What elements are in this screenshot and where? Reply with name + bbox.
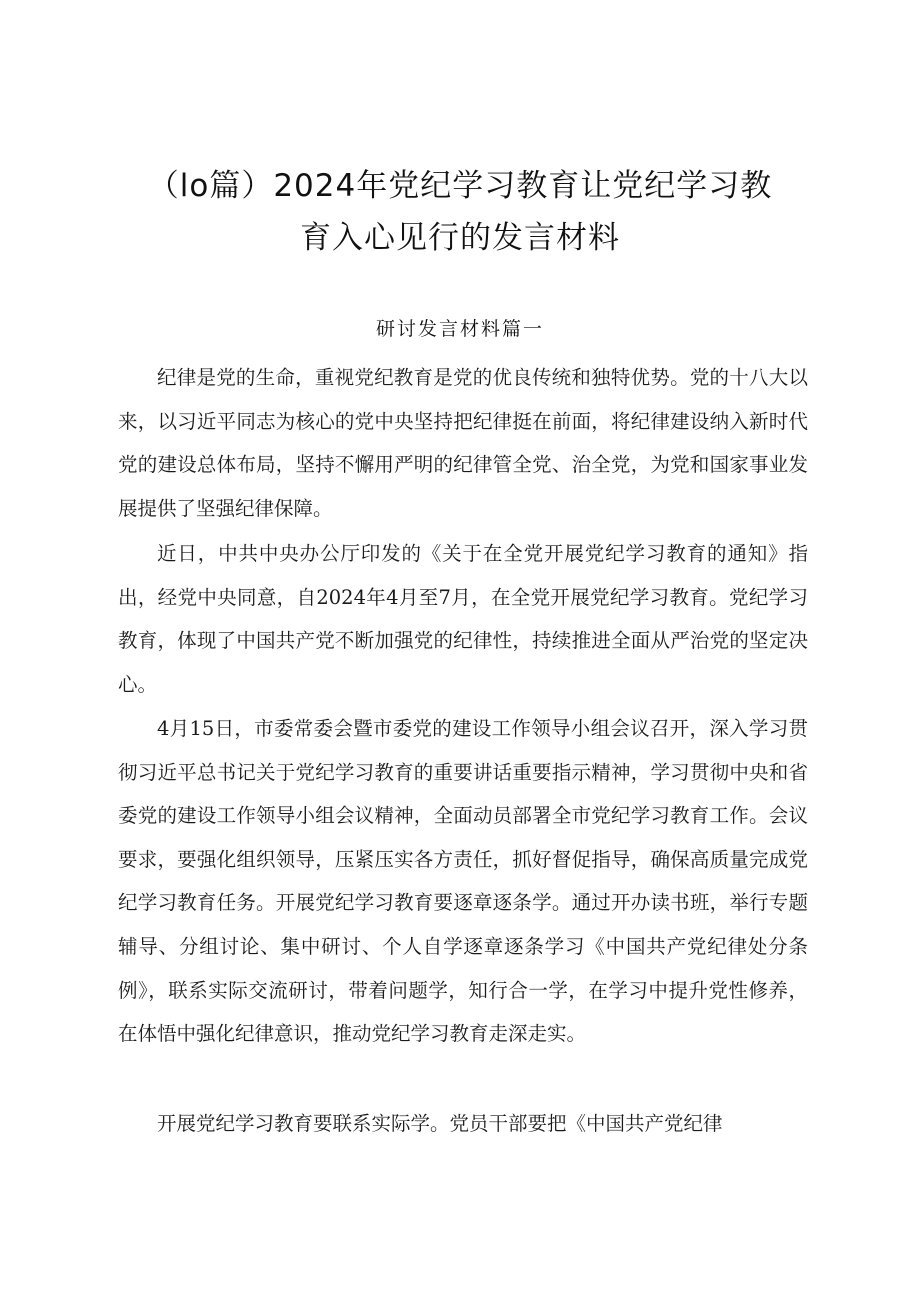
paragraph-2: 近日，中共中央办公厅印发的《关于在全党开展党纪学习教育的通知》指出，经党中央同意，自2024年4月至7月，在全党开展党纪学习教育。党纪学习教育，体现了中国共产党不断加强党的纪律性，持续推进全面从严治党的坚定决心。	[118, 542, 808, 696]
document-title-line-1: （lo篇）2024年党纪学习教育让党纪学习教	[147, 168, 773, 204]
paragraph-4: 开展党纪学习教育要联系实际学。党员干部要把《中国共产党纪律	[157, 1112, 723, 1135]
paragraph-3: 4月15日，市委常委会暨市委党的建设工作领导小组会议召开，深入学习贯彻习近平总书记关于党纪学习教育的重要讲话重要指示精神，学习贯彻中央和省委党的建设工作领导小组会议精神，全面动员部署全市党纪学习教育工作。会议要求，要强化组织领导，压紧压实各方责任，抓好督促指导，确保高质量完成党纪学习教育任务。开展党纪学习教育要逐章逐条学。通过开办读书班，举行专题辅导、分组讨论、集中研讨、个人自学逐章逐条学习《中国共产党纪律处分条例》，联系实际交流研讨，带着问题学，知行合一学，在学习中提升党性修养，在体悟中强化纪律意识，推动党纪学习教育走深走实。	[118, 717, 808, 1046]
paragraph-1: 纪律是党的生命，重视党纪教育是党的优良传统和独特优势。党的十八大以来，以习近平同志为核心的党中央坚持把纪律挺在前面，将纪律建设纳入新时代党的建设总体布局，坚持不懈用严明的纪律管全党、治全党，为党和国家事业发展提供了坚强纪律保障。	[118, 366, 808, 520]
document-title-line-2: 育入心见行的发言材料	[300, 220, 620, 256]
section-heading: 研讨发言材料篇一	[375, 318, 544, 340]
